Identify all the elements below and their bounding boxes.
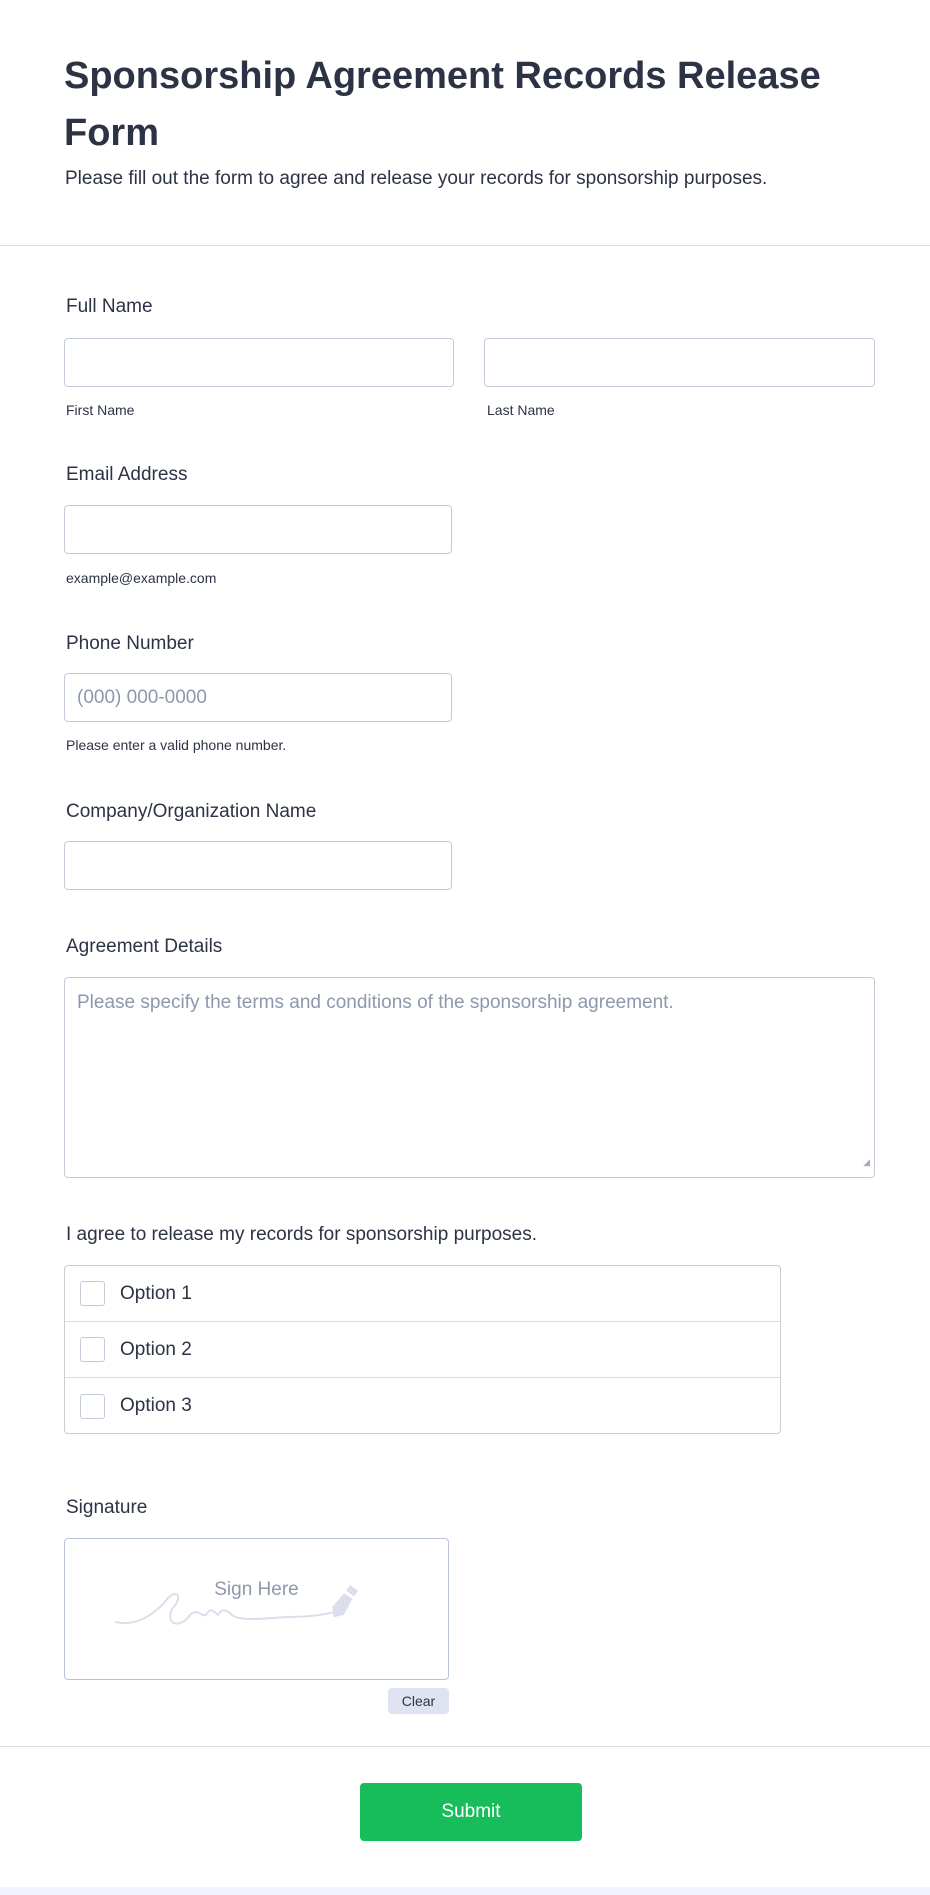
checkbox[interactable] <box>80 1281 105 1306</box>
company-input[interactable] <box>64 841 452 890</box>
resize-handle-icon[interactable]: ◢ <box>863 1157 870 1167</box>
sign-here-text: Sign Here <box>214 1579 299 1600</box>
form-title: Sponsorship Agreement Records Release Form <box>64 55 821 154</box>
checkbox[interactable] <box>80 1337 105 1362</box>
signature-label: Signature <box>66 1497 148 1518</box>
bottom-strip <box>0 1887 930 1895</box>
company-label: Company/Organization Name <box>66 801 317 822</box>
email-label: Email Address <box>66 464 188 485</box>
first-name-sublabel: First Name <box>66 402 135 418</box>
checkbox-option-3[interactable] <box>65 1378 780 1434</box>
consent-label: I agree to release my records for sponsorship purposes. <box>66 1224 538 1245</box>
agreement-placeholder: Please specify the terms and conditions of the sponsorship agreement. <box>77 992 674 1013</box>
option-label: Option 3 <box>120 1395 192 1416</box>
option-label: Option 1 <box>120 1282 192 1304</box>
phone-label: Phone Number <box>66 633 194 654</box>
email-input[interactable] <box>64 505 452 554</box>
full-name-label: Full Name <box>66 296 153 317</box>
header-divider <box>0 245 930 246</box>
agreement-textarea[interactable] <box>64 977 875 1178</box>
checkbox-option-1[interactable] <box>65 1266 780 1322</box>
clear-signature-button[interactable]: Clear <box>388 1688 449 1714</box>
first-name-input[interactable] <box>64 338 454 387</box>
submit-button[interactable]: Submit <box>360 1783 582 1841</box>
last-name-input[interactable] <box>484 338 875 387</box>
checkbox[interactable] <box>80 1394 105 1419</box>
last-name-sublabel: Last Name <box>487 402 555 418</box>
option-label: Option 2 <box>120 1338 192 1360</box>
email-sublabel: example@example.com <box>66 570 217 586</box>
checkbox-option-2[interactable] <box>65 1322 780 1378</box>
form-subtitle: Please fill out the form to agree and release your records for sponsorship purposes. <box>65 168 768 189</box>
agreement-label: Agreement Details <box>66 936 223 957</box>
consent-checkbox-group <box>64 1265 781 1434</box>
phone-sublabel: Please enter a valid phone number. <box>66 737 287 753</box>
phone-input[interactable]: (000) 000-0000 <box>64 673 452 722</box>
signature-scribble-icon <box>110 1577 400 1637</box>
signature-pad[interactable] <box>64 1538 449 1680</box>
footer-divider <box>0 1746 930 1747</box>
